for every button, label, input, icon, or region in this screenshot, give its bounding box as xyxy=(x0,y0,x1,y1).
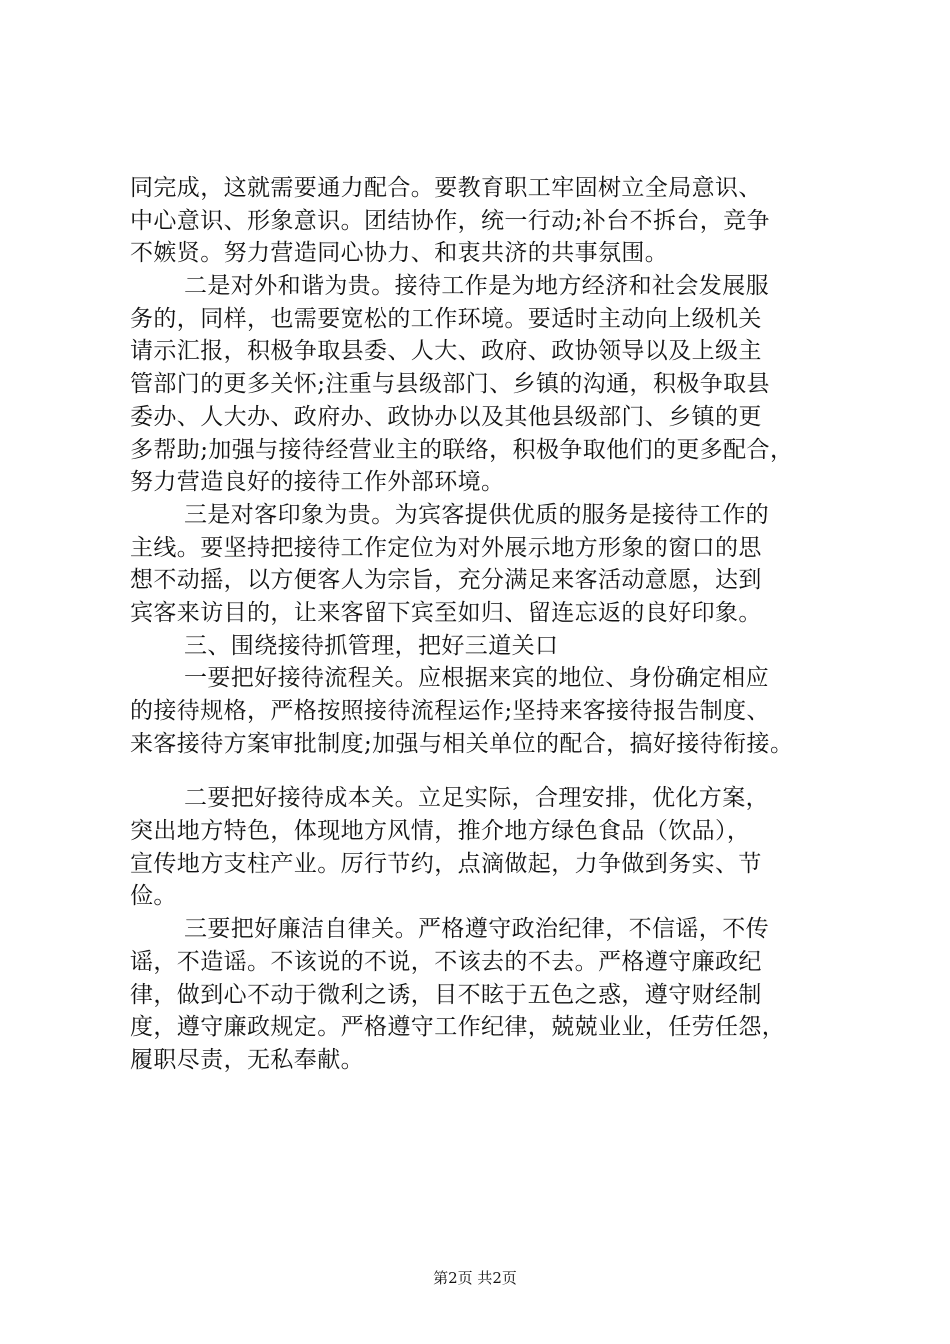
body-line: 想不动摇，以方便客人为宗旨，充分满足来客活动意愿，达到 xyxy=(130,567,762,594)
page-number-footer: 第2页 共2页 xyxy=(433,1269,517,1287)
section-heading: 三、围绕接待抓管理，把好三道关口 xyxy=(184,632,559,659)
body-line: 努力营造良好的接待工作外部环境。 xyxy=(130,469,505,496)
body-line: 务的，同样，也需要宽松的工作环境。要适时主动向上级机关 xyxy=(130,305,762,332)
body-line: 宾客来访目的，让来客留下宾至如归、留连忘返的良好印象。 xyxy=(130,599,762,626)
paragraph-gap xyxy=(130,760,830,782)
body-line: 委办、人大办、政府办、政协办以及其他县级部门、乡镇的更 xyxy=(130,403,762,430)
body-line: 突出地方特色，体现地方风情，推介地方绿色食品（饮品）， xyxy=(130,818,751,845)
body-line: 宣传地方支柱产业。厉行节约，点滴做起，力争做到务实、节 xyxy=(130,850,762,877)
body-line: 管部门的更多关怀;注重与县级部门、乡镇的沟通，积极争取县 xyxy=(130,371,770,398)
body-line: 不嫉贤。努力营造同心协力、和衷共济的共事氛围。 xyxy=(130,240,669,267)
body-line: 俭。 xyxy=(130,883,177,910)
body-line: 履职尽责，无私奉献。 xyxy=(130,1046,364,1073)
body-line: 多帮助;加强与接待经营业主的联络，积极争取他们的更多配合， xyxy=(130,436,794,463)
body-line: 请示汇报，积极争取县委、人大、政府、政协领导以及上级主 xyxy=(130,338,762,365)
body-line: 谣，不造谣。不该说的不说，不该去的不去。严格遵守廉政纪 xyxy=(130,948,762,975)
paragraph-first-line: 一要把好接待流程关。应根据来宾的地位、身份确定相应 xyxy=(184,665,769,692)
body-line: 主线。要坚持把接待工作定位为对外展示地方形象的窗口的思 xyxy=(130,534,762,561)
paragraph-first-line: 二要把好接待成本关。立足实际，合理安排，优化方案， xyxy=(184,785,769,812)
body-line: 来客接待方案审批制度;加强与相关单位的配合，搞好接待衔接。 xyxy=(130,730,794,757)
paragraph-first-line: 三要把好廉洁自律关。严格遵守政治纪律，不信谣，不传 xyxy=(184,916,769,943)
paragraph-first-line: 三是对客印象为贵。为宾客提供优质的服务是接待工作的 xyxy=(184,501,769,528)
body-line: 中心意识、形象意识。团结协作，统一行动;补台不拆台，竞争 xyxy=(130,207,770,234)
paragraph-first-line: 二是对外和谐为贵。接待工作是为地方经济和社会发展服 xyxy=(184,273,769,300)
body-line: 度，遵守廉政规定。严格遵守工作纪律，兢兢业业，任劳任怨， xyxy=(130,1014,786,1041)
document-body xyxy=(130,172,830,1077)
body-line: 同完成，这就需要通力配合。要教育职工牢固树立全局意识、 xyxy=(130,175,762,201)
body-line: 的接待规格，严格按照接待流程运作;坚持来客接待报告制度、 xyxy=(130,698,770,724)
body-line: 律，做到心不动于微利之诱，目不眩于五色之惑，遵守财经制 xyxy=(130,981,762,1008)
